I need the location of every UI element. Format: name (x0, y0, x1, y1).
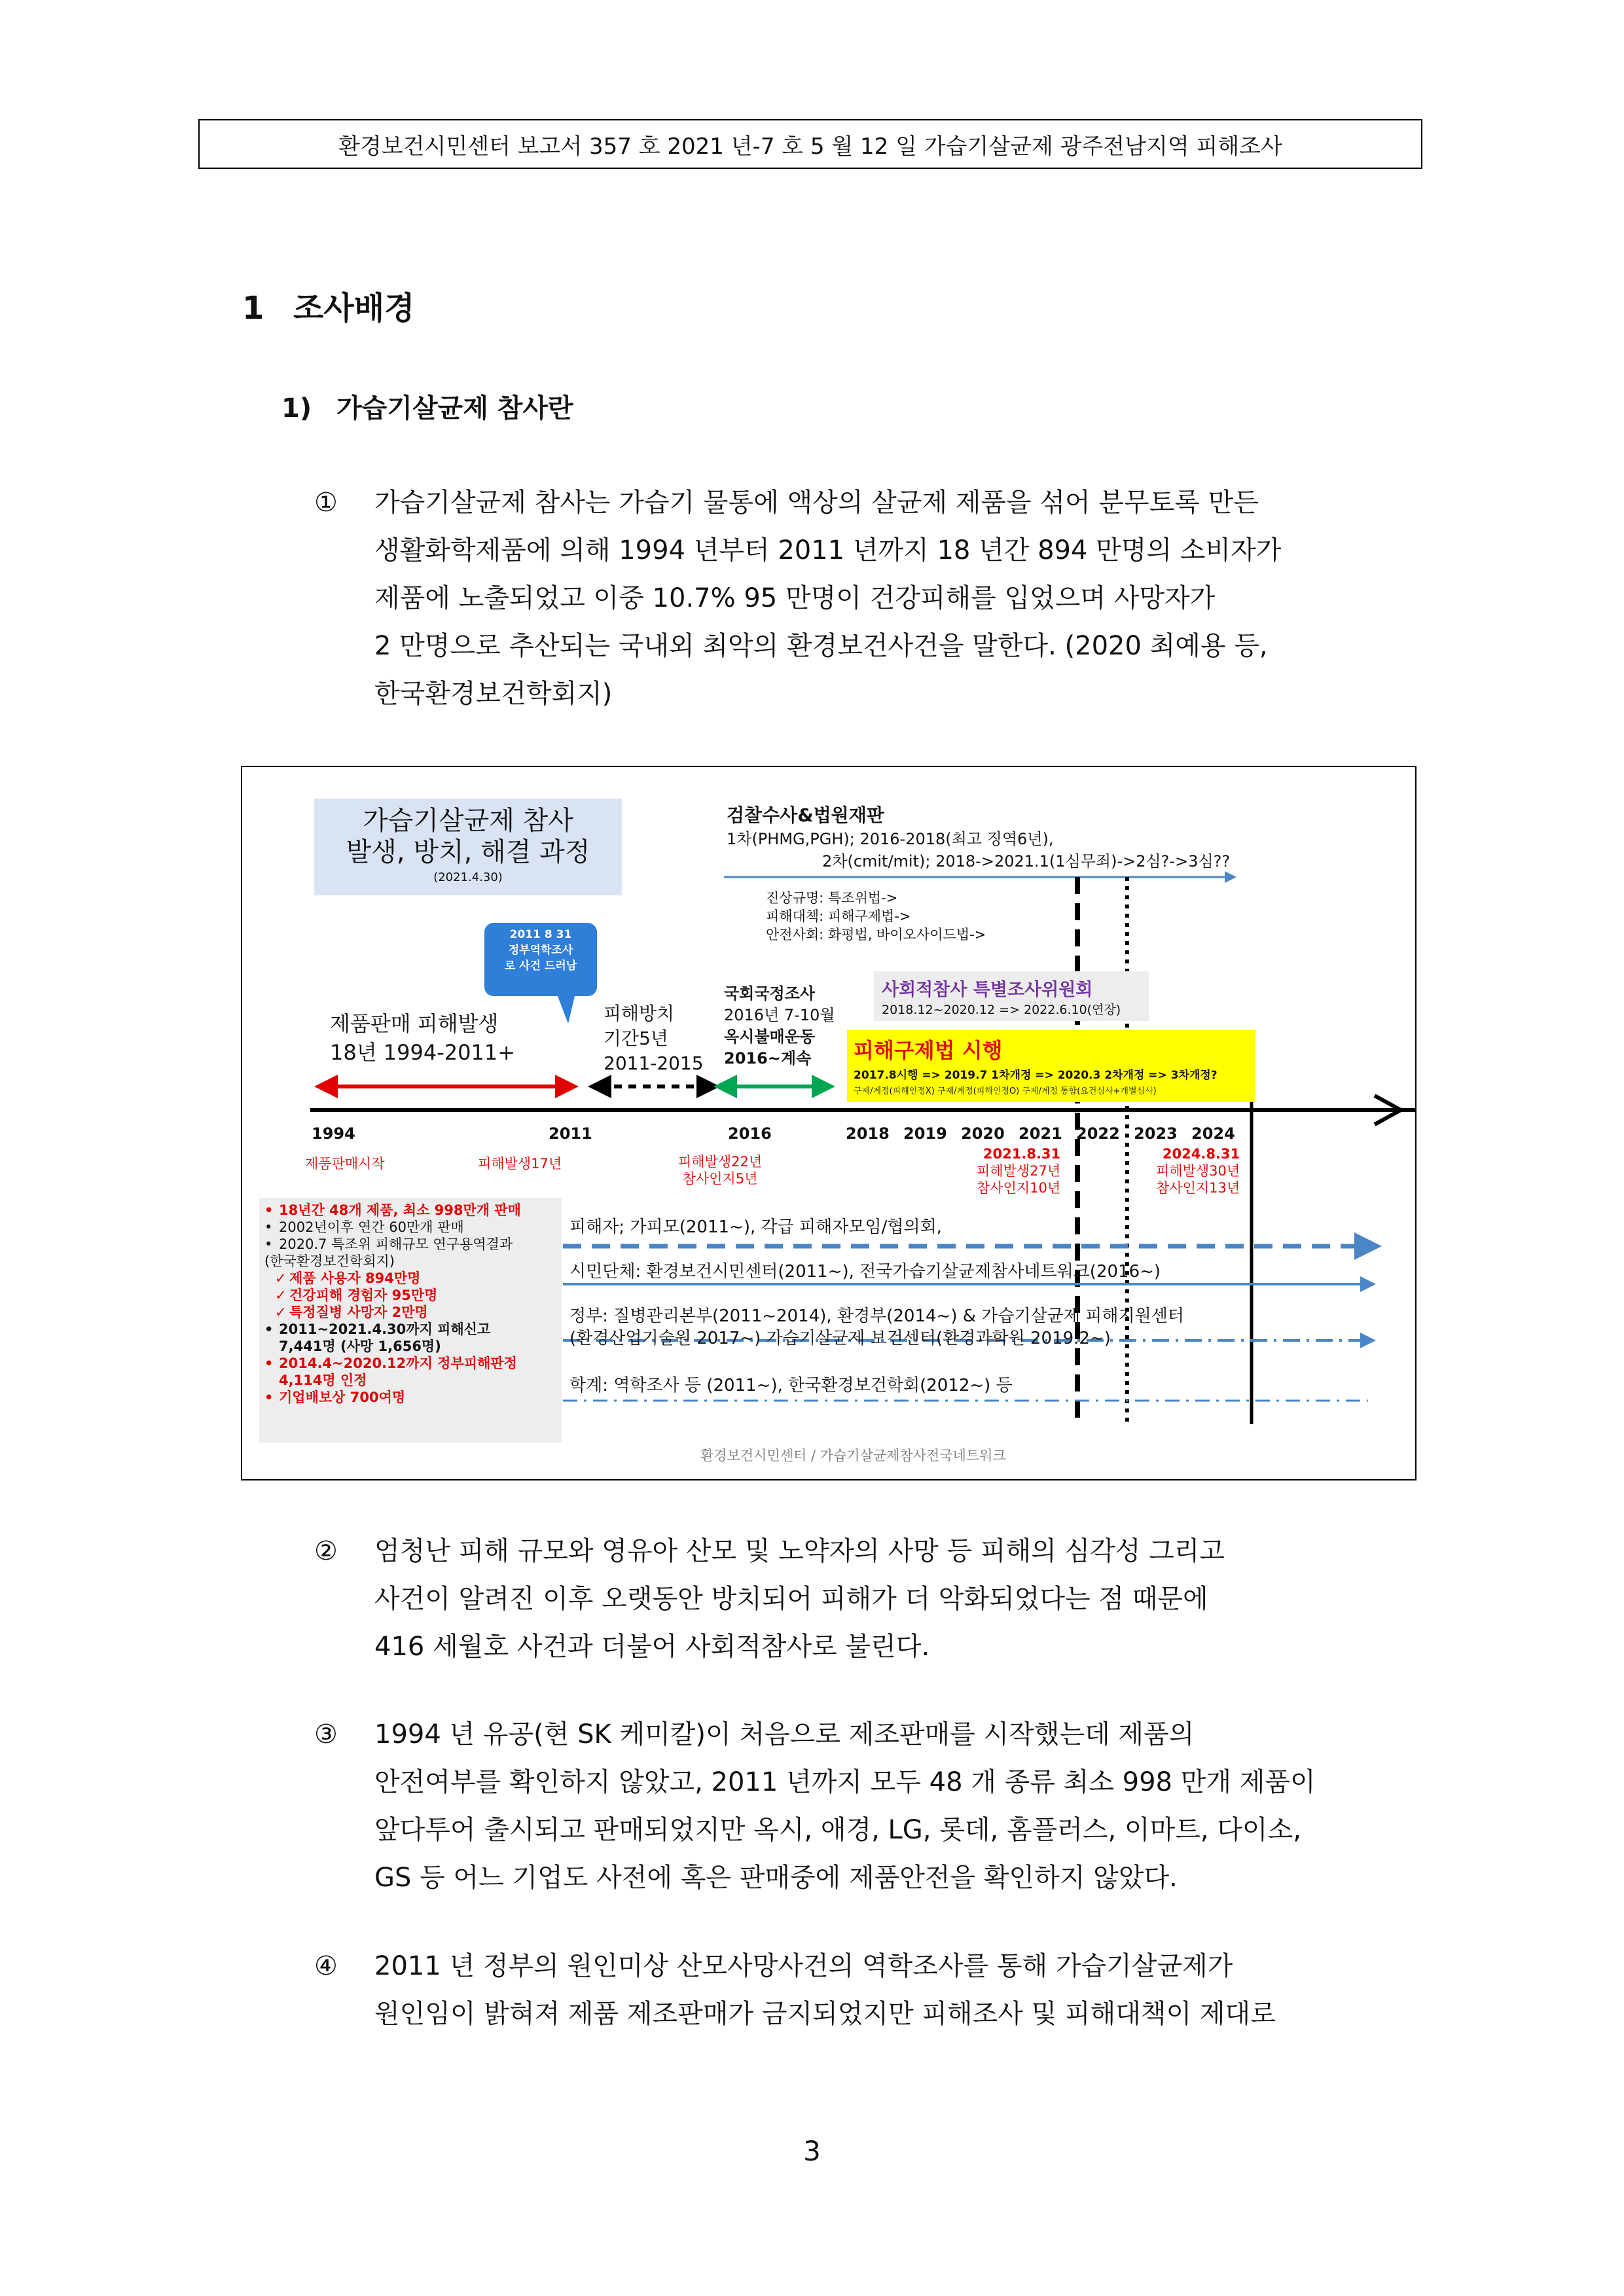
note-line: 참사인지10년 (977, 1180, 1061, 1196)
stat-row: • 2002년이후 연간 60만개 판매 (264, 1219, 464, 1235)
paragraph-line: 가습기살균제 참사는 가습기 물통에 액상의 살균제 제품을 섞어 분무토록 만든 (374, 488, 1259, 518)
callout-line: 2011 8 31 (509, 928, 572, 941)
figure-title-line2: 발생, 방치, 해결 과정 (346, 837, 590, 867)
special-committee-dates: 2018.12~2020.12 => 2022.6.10(연장) (882, 1003, 1121, 1017)
neglect-line: 2011-2015 (604, 1052, 704, 1074)
prosecution-title: 검찰수사&법원재판 (727, 804, 884, 826)
check-icon: ✓ (275, 1287, 287, 1303)
note-1994: 제품판매시작 (305, 1156, 385, 1172)
paragraph-3 (314, 1711, 1414, 1902)
assembly-line: 2016~계속 (724, 1049, 812, 1067)
sale-period-line: 18년 1994-2011+ (330, 1040, 516, 1065)
actor-victims: 피해자; 가피모(2011~), 각급 피해자모임/협의회, (569, 1217, 942, 1237)
paragraph-line: 2 만명으로 추산되는 국내외 최악의 환경보건사건을 말한다. (2020 최예용 등, (374, 631, 1268, 661)
paragraph-mark: ② (314, 1536, 338, 1566)
sale-period-label (330, 1009, 515, 1067)
year-label: 2019 (903, 1124, 947, 1143)
assembly-label (724, 983, 835, 1069)
assembly-line: 2016년 7-10월 (724, 1006, 835, 1024)
paragraph-line: 엄청난 피해 규모와 영유아 산모 및 노약자의 사망 등 피해의 심각성 그리고 (374, 1536, 1225, 1566)
year-label: 2021 (1019, 1124, 1062, 1143)
paragraph-line: 생활화학제품에 의해 1994 년부터 2011 년까지 18 년간 894 만명의 소비자가 (374, 535, 1282, 565)
relief-law-box (847, 1030, 1255, 1102)
paragraph-1 (314, 479, 1414, 718)
paragraph-mark: ① (314, 488, 338, 518)
note-line: 2024.8.31 (1162, 1146, 1240, 1162)
neglect-line: 피해방치 (604, 1003, 675, 1024)
assembly-line: 옥시불매운동 (724, 1028, 816, 1046)
stat-row: • 2020.7 특조위 피해규모 연구용역결과 (264, 1236, 513, 1252)
report-header: 환경보건시민센터 보고서 357 호 2021 년-7 호 5 월 12 일 가습기살균제 광주전남지역 피해조사 (198, 119, 1422, 169)
relief-law-line1: 2017.8시행 => 2019.7 1차개정 => 2020.3 2차개정 => 3차개정? (854, 1069, 1218, 1082)
year-label: 1994 (312, 1124, 355, 1143)
subsection-title: 가습기살균제 참사란 (336, 393, 573, 423)
note-2011: 피해발생17년 (478, 1156, 562, 1172)
year-label: 2011 (549, 1124, 592, 1143)
timeline-figure (241, 766, 1416, 1480)
callout-line: 로 사건 드러남 (504, 960, 577, 973)
figure-credit: 환경보건시민센터 / 가습기살균제참사전국네트워크 (700, 1448, 1006, 1463)
section-heading (242, 283, 414, 328)
section-title: 조사배경 (293, 290, 415, 327)
note-line: 참사인지13년 (1156, 1180, 1240, 1196)
page-number: 3 (803, 2135, 821, 2167)
stat-row: • 2014.4~2020.12까지 정부피해판정 (264, 1355, 517, 1371)
stat-row: ✓ 특정질병 사망자 2만명 (275, 1304, 428, 1320)
task-list (766, 889, 986, 944)
note-2016 (678, 1153, 762, 1187)
note-line: 피해발생27년 (977, 1163, 1061, 1179)
figure-title-box (314, 798, 622, 895)
note-line: 피해발생22년 (678, 1154, 763, 1170)
prosecution-line2: 2차(cmit/mit); 2018->2021.1(1심무죄)->2심?->3심?? (822, 852, 1231, 870)
year-label: 2020 (961, 1124, 1005, 1143)
figure-title-date: (2021.4.30) (433, 870, 503, 884)
special-committee-box (874, 971, 1149, 1021)
paragraph-line: 2011 년 정부의 원인미상 산모사망사건의 역학조사를 통해 가습기살균제가 (374, 1951, 1233, 1981)
note-line: 참사인지5년 (682, 1171, 758, 1187)
relief-law-line2: 구제/계정(피해인정X) 구제/계정(피해인정O) 구제/계정 통합(요건심사+개별심사) (854, 1086, 1157, 1096)
note-line: 피해발생30년 (1156, 1163, 1240, 1179)
paragraph-line: 제품에 노출되었고 이중 10.7% 95 만명이 건강피해를 입었으며 사망자가 (374, 583, 1216, 613)
stat-row: ✓ 건강피해 경험자 95만명 (275, 1287, 438, 1303)
paragraph-2 (314, 1528, 1414, 1671)
year-label: 2018 (846, 1124, 890, 1143)
stat-row: (한국환경보건학회지) (264, 1253, 395, 1269)
task-item: 피해대책: 피해구제법-> (766, 908, 911, 924)
check-icon: ✓ (275, 1304, 287, 1320)
paragraph-mark: ④ (314, 1951, 338, 1981)
paragraph-line: 1994 년 유공(현 SK 케미칼)이 처음으로 제조판매를 시작했는데 제품의 (374, 1719, 1195, 1749)
figure-title-line1: 가습기살균제 참사 (363, 806, 573, 836)
paragraph-line: 원인임이 밝혀져 제품 제조판매가 금지되었지만 피해조사 및 피해대책이 제대로 (374, 1999, 1276, 2029)
actor-government-2: (환경산업기술원 2017~) 가습기살균제 보건센터(환경과학원 2019.2~) (569, 1329, 1111, 1348)
neglect-period-label (604, 1001, 704, 1076)
year-label: 2022 (1076, 1124, 1120, 1143)
paragraph-line: 416 세월호 사건과 더불어 사회적참사로 불린다. (374, 1632, 930, 1662)
check-icon: ✓ (275, 1270, 287, 1286)
special-committee-title: 사회적참사 특별조사위원회 (882, 980, 1093, 1000)
sale-period-line: 제품판매 피해발생 (330, 1011, 499, 1036)
year-label: 2023 (1134, 1124, 1178, 1143)
relief-law-title: 피해구제법 시행 (854, 1038, 1003, 1063)
callout-pointer (558, 996, 575, 1024)
note-2024 (1156, 1145, 1240, 1196)
stat-row: 4,114명 인정 (279, 1372, 367, 1388)
paragraph-line: 앞다투어 출시되고 판매되었지만 옥시, 애경, LG, 롯데, 홈플러스, 이마트, 다이소, (374, 1815, 1301, 1845)
year-label: 2024 (1191, 1124, 1235, 1143)
paragraph-line: GS 등 어느 기업도 사전에 혹은 판매중에 제품안전을 확인하지 않았다. (374, 1863, 1178, 1893)
subsection-heading (281, 387, 573, 425)
stat-row: • 18년간 48개 제품, 최소 998만개 판매 (264, 1202, 521, 1218)
stat-row: • 2011~2021.4.30까지 피해신고 (264, 1321, 491, 1337)
paragraph-line: 사건이 알려진 이후 오랫동안 방치되어 피해가 더 악화되었다는 점 때문에 (374, 1584, 1208, 1614)
subsection-number: 1) (281, 393, 312, 423)
assembly-line: 국회국정조사 (724, 984, 816, 1003)
actor-government: 정부: 질병관리본부(2011~2014), 환경부(2014~) & 가습기살균제 피해지원센터 (569, 1306, 1184, 1326)
investigation-callout (484, 923, 597, 996)
stat-row: • 기업배보상 700여명 (264, 1390, 406, 1405)
paragraph-mark: ③ (314, 1719, 338, 1749)
note-2021 (977, 1145, 1060, 1196)
task-item: 안전사회: 화평법, 바이오사이드법-> (766, 927, 986, 942)
paragraph-line: 한국환경보건학회지) (374, 679, 613, 709)
paragraph-line: 안전여부를 확인하지 않았고, 2011 년까지 모두 48 개 종류 최소 998 만개 제품이 (374, 1767, 1316, 1797)
neglect-line: 기간5년 (604, 1028, 668, 1049)
year-label: 2016 (728, 1124, 772, 1143)
section-number: 1 (242, 290, 264, 327)
actor-academia: 학계: 역학조사 등 (2011~), 한국환경보건학회(2012~) 등 (569, 1376, 1013, 1395)
stat-row: ✓ 제품 사용자 894만명 (275, 1270, 421, 1286)
actor-civic: 시민단체: 환경보건시민센터(2011~), 전국가습기살균제참사네트워크(2016~) (569, 1262, 1161, 1282)
prosecution-line1: 1차(PHMG,PGH); 2016-2018(최고 징역6년), (727, 830, 1054, 848)
callout-line: 정부역학조사 (508, 944, 573, 957)
stat-row: 7,441명 (사망 1,656명) (279, 1338, 441, 1354)
note-line: 2021.8.31 (983, 1146, 1061, 1162)
paragraph-4 (314, 1943, 1414, 2038)
task-item: 진상규명: 특조위법-> (766, 890, 898, 906)
damage-stats-box (259, 1198, 562, 1443)
